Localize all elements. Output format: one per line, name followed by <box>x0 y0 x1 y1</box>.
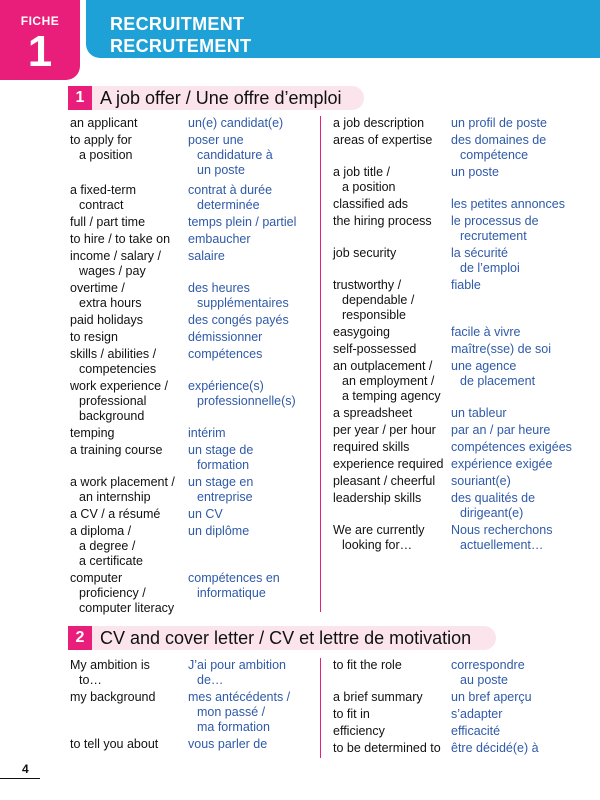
section-2-title: CV and cover letter / CV et lettre de motivation <box>100 628 472 648</box>
french-translation-line: un poste <box>197 163 245 177</box>
english-term-line: to hire / to take on <box>70 232 171 246</box>
english-term-line: to fit the role <box>333 658 402 672</box>
page-number: 4 <box>22 762 29 776</box>
vocab-entry <box>333 325 588 342</box>
french-translation <box>451 523 589 553</box>
english-term-line: dependable / <box>342 293 415 307</box>
english-term <box>70 313 188 328</box>
vocab-entry <box>70 313 325 330</box>
french-translation-line: expérience(s) <box>188 379 264 393</box>
french-translation-line: efficacité <box>451 724 501 738</box>
english-term-line: the hiring process <box>333 214 432 228</box>
french-translation <box>451 214 589 244</box>
section-2-left-column <box>70 658 325 754</box>
french-translation <box>188 281 326 311</box>
french-translation <box>451 406 589 421</box>
french-translation <box>451 440 589 455</box>
english-term-line: a degree / <box>79 539 136 553</box>
english-term-line: leadership skills <box>333 491 422 505</box>
french-translation-line: contrat à durée <box>188 183 273 197</box>
english-term-line: work experience / <box>70 379 168 393</box>
english-term <box>333 165 451 195</box>
english-term-line: a job title / <box>333 165 390 179</box>
french-translation-line: compétences exigées <box>451 440 572 454</box>
french-translation-line: un stage en <box>188 475 254 489</box>
vocab-entry <box>70 507 325 524</box>
french-translation <box>188 426 326 441</box>
english-term-line: my background <box>70 690 156 704</box>
vocab-entry <box>70 215 325 232</box>
english-term-line: per year / per hour <box>333 423 436 437</box>
vocab-entry <box>333 457 588 474</box>
french-translation-line: vous parler de <box>188 737 268 751</box>
french-translation-line: le processus de <box>451 214 539 228</box>
fiche-tab <box>0 0 80 80</box>
french-translation-line: fiable <box>451 278 481 292</box>
french-translation-line: professionnelle(s) <box>197 394 296 408</box>
french-translation-line: J’ai pour ambition <box>188 658 286 672</box>
vocab-entry <box>333 133 588 165</box>
english-term-line: a brief summary <box>333 690 423 704</box>
english-term <box>70 133 188 163</box>
vocab-entry <box>70 658 325 690</box>
vocab-entry <box>333 707 588 724</box>
vocab-entry <box>70 116 325 133</box>
english-term <box>333 197 451 212</box>
french-translation-line: informatique <box>197 586 266 600</box>
vocab-entry <box>333 116 588 133</box>
french-translation-line: un poste <box>451 165 499 179</box>
english-term-line: proficiency / <box>79 586 146 600</box>
english-term <box>70 116 188 131</box>
french-translation <box>188 347 326 362</box>
french-translation <box>451 474 589 489</box>
vocab-entry <box>333 491 588 523</box>
french-translation <box>188 507 326 522</box>
english-term-line: overtime / <box>70 281 125 295</box>
english-term <box>333 214 451 229</box>
english-term-line: an employment / <box>342 374 435 388</box>
column-divider <box>320 658 321 758</box>
french-translation-line: temps plein / partiel <box>188 215 297 229</box>
french-translation <box>451 325 589 340</box>
french-translation <box>451 423 589 438</box>
french-translation-line: un diplôme <box>188 524 250 538</box>
french-translation <box>451 359 589 389</box>
english-term-line: a fixed-term <box>70 183 136 197</box>
english-term <box>333 523 451 553</box>
french-translation-line: mon passé / <box>197 705 266 719</box>
french-translation-line: actuellement… <box>460 538 544 552</box>
french-translation-line: des congés payés <box>188 313 289 327</box>
french-translation-line: expérience exigée <box>451 457 553 471</box>
french-translation-line: être décidé(e) à <box>451 741 539 755</box>
vocab-entry <box>70 249 325 281</box>
english-term <box>333 690 451 705</box>
english-term-line: a CV / a résumé <box>70 507 161 521</box>
french-translation-line: facile à vivre <box>451 325 521 339</box>
english-term-line: to be determined to <box>333 741 441 755</box>
vocab-entry <box>333 278 588 325</box>
english-term-line: paid holidays <box>70 313 143 327</box>
english-term-line: classified ads <box>333 197 409 211</box>
english-term <box>333 741 451 756</box>
english-term-line: computer literacy <box>79 601 175 615</box>
english-term <box>70 658 188 688</box>
english-term-line: responsible <box>342 308 406 322</box>
french-translation-line: un tableur <box>451 406 507 420</box>
vocab-entry <box>333 423 588 440</box>
french-translation-line: intérim <box>188 426 226 440</box>
english-term <box>70 524 188 569</box>
english-term-line: temping <box>70 426 115 440</box>
section-1-title: A job offer / Une offre d’emploi <box>100 88 342 108</box>
english-term-line: pleasant / cheerful <box>333 474 436 488</box>
french-translation <box>188 133 326 178</box>
french-translation <box>188 116 326 131</box>
vocab-entry <box>333 658 588 690</box>
french-translation-line: dirigeant(e) <box>460 506 524 520</box>
vocab-entry <box>70 379 325 426</box>
french-translation <box>188 379 326 409</box>
french-translation-line: des domaines de <box>451 133 547 147</box>
vocab-entry <box>333 724 588 741</box>
english-term <box>333 658 451 673</box>
english-term-line: a spreadsheet <box>333 406 413 420</box>
english-term-line: to tell you about <box>70 737 159 751</box>
french-translation <box>188 249 326 264</box>
english-term-line: a temping agency <box>342 389 441 403</box>
french-translation <box>451 278 589 293</box>
english-term <box>70 475 188 505</box>
section-2-number: 2 <box>68 626 92 650</box>
english-term <box>333 325 451 340</box>
english-term <box>333 359 451 404</box>
english-term-line: easygoing <box>333 325 390 339</box>
section-1-heading <box>68 86 364 110</box>
page-number-rule <box>0 778 40 779</box>
english-term-line: contract <box>79 198 124 212</box>
french-translation <box>451 707 589 722</box>
english-term-line: areas of expertise <box>333 133 433 147</box>
section-1-number: 1 <box>68 86 92 110</box>
english-term <box>70 249 188 279</box>
french-translation <box>451 197 589 212</box>
vocab-entry <box>70 524 325 571</box>
vocab-entry <box>70 571 325 618</box>
english-term <box>70 183 188 213</box>
column-divider <box>320 116 321 612</box>
english-term-line: to resign <box>70 330 118 344</box>
english-term-line: job security <box>333 246 397 260</box>
english-term-line: to… <box>79 673 102 687</box>
fiche-number: 1 <box>27 27 53 76</box>
french-translation-line: un(e) candidat(e) <box>188 116 284 130</box>
french-translation-line: formation <box>197 458 250 472</box>
vocab-entry <box>333 523 588 555</box>
vocab-entry <box>333 165 588 197</box>
english-term <box>70 232 188 247</box>
english-term-line: experience required <box>333 457 444 471</box>
french-translation-line: de placement <box>460 374 536 388</box>
english-term-line: an applicant <box>70 116 138 130</box>
french-translation <box>451 658 589 688</box>
vocab-entry <box>70 330 325 347</box>
english-term <box>333 246 451 261</box>
french-translation <box>451 491 589 521</box>
vocab-entry <box>333 741 588 758</box>
french-translation <box>188 313 326 328</box>
french-translation <box>188 475 326 505</box>
english-term <box>333 440 451 455</box>
french-translation-line: par an / par heure <box>451 423 551 437</box>
french-translation-line: la sécurité <box>451 246 508 260</box>
english-term-line: looking for… <box>342 538 413 552</box>
english-term-line: competencies <box>79 362 157 376</box>
english-term <box>70 426 188 441</box>
french-translation <box>451 133 589 163</box>
french-translation-line: embaucher <box>188 232 251 246</box>
english-term-line: My ambition is <box>70 658 150 672</box>
english-term-line: skills / abilities / <box>70 347 157 361</box>
english-term-line: an internship <box>79 490 151 504</box>
vocab-entry <box>333 406 588 423</box>
french-translation-line: des heures <box>188 281 250 295</box>
french-translation-line: un CV <box>188 507 223 521</box>
french-translation-line: compétence <box>460 148 529 162</box>
english-term-line: full / part time <box>70 215 146 229</box>
french-translation-line: ma formation <box>197 720 270 734</box>
page-title-en: RECRUITMENT <box>110 14 245 34</box>
vocab-entry <box>70 347 325 379</box>
french-translation-line: des qualités de <box>451 491 536 505</box>
french-translation-line: Nous recherchons <box>451 523 553 537</box>
french-translation <box>188 183 326 213</box>
french-translation <box>188 443 326 473</box>
section-2-heading <box>68 626 496 650</box>
section-2-right-column <box>333 658 588 758</box>
header-banner <box>86 0 600 58</box>
vocab-entry <box>333 197 588 214</box>
english-term-line: efficiency <box>333 724 385 738</box>
french-translation-line: compétences en <box>188 571 280 585</box>
english-term-line: trustworthy / <box>333 278 402 292</box>
french-translation <box>188 524 326 539</box>
english-term <box>70 215 188 230</box>
french-translation-line: un profil de poste <box>451 116 547 130</box>
english-term-line: a job description <box>333 116 425 130</box>
english-term-line: a position <box>342 180 396 194</box>
english-term-line: wages / pay <box>79 264 146 278</box>
french-translation <box>451 116 589 131</box>
english-term <box>333 116 451 131</box>
french-translation-line: determinée <box>197 198 260 212</box>
french-translation-line: entreprise <box>197 490 253 504</box>
english-term <box>333 278 451 323</box>
french-translation <box>188 571 326 601</box>
french-translation <box>188 232 326 247</box>
english-term <box>333 133 451 148</box>
english-term <box>70 281 188 311</box>
french-translation <box>451 165 589 180</box>
french-translation-line: les petites annonces <box>451 197 565 211</box>
english-term <box>70 443 188 458</box>
vocab-entry <box>70 443 325 475</box>
english-term-line: self-possessed <box>333 342 417 356</box>
french-translation-line: de… <box>197 673 224 687</box>
english-term-line: a position <box>79 148 133 162</box>
vocab-entry <box>70 281 325 313</box>
section-1-right-column <box>333 116 588 555</box>
french-translation-line: compétences <box>188 347 263 361</box>
english-term-line: background <box>79 409 145 423</box>
english-term-line: extra hours <box>79 296 142 310</box>
english-term <box>333 707 451 722</box>
english-term <box>70 571 188 616</box>
english-term-line: to apply for <box>70 133 132 147</box>
french-translation <box>188 215 326 230</box>
english-term-line: a certificate <box>79 554 143 568</box>
vocab-entry <box>333 359 588 406</box>
english-term-line: a training course <box>70 443 163 457</box>
vocab-entry <box>333 246 588 278</box>
french-translation-line: candidature à <box>197 148 273 162</box>
english-term <box>333 474 451 489</box>
english-term <box>333 342 451 357</box>
english-term-line: required skills <box>333 440 410 454</box>
french-translation-line: recrutement <box>460 229 527 243</box>
french-translation-line: supplémentaires <box>197 296 289 310</box>
english-term <box>70 347 188 377</box>
english-term-line: computer <box>70 571 123 585</box>
english-term <box>70 507 188 522</box>
french-translation-line: salaire <box>188 249 225 263</box>
vocab-entry <box>70 133 325 183</box>
vocab-entry <box>333 474 588 491</box>
fiche-label: FICHE <box>20 14 60 28</box>
french-translation-line: mes antécédents / <box>188 690 291 704</box>
vocab-entry <box>70 690 325 737</box>
french-translation-line: maître(sse) de soi <box>451 342 552 356</box>
french-translation <box>188 330 326 345</box>
english-term <box>70 690 188 705</box>
vocab-entry <box>333 342 588 359</box>
french-translation-line: un bref aperçu <box>451 690 532 704</box>
english-term-line: a work placement / <box>70 475 175 489</box>
english-term <box>333 491 451 506</box>
page-title-fr: RECRUTEMENT <box>110 36 252 56</box>
english-term-line: a diploma / <box>70 524 132 538</box>
english-term-line: to fit in <box>333 707 370 721</box>
english-term <box>333 724 451 739</box>
french-translation-line: s’adapter <box>451 707 503 721</box>
english-term <box>70 379 188 424</box>
french-translation <box>451 690 589 705</box>
french-translation <box>451 246 589 276</box>
french-translation-line: une agence <box>451 359 517 373</box>
french-translation-line: un stage de <box>188 443 254 457</box>
vocab-entry <box>333 690 588 707</box>
english-term <box>333 423 451 438</box>
english-term <box>70 330 188 345</box>
french-translation-line: au poste <box>460 673 508 687</box>
french-translation-line: poser une <box>188 133 244 147</box>
vocab-entry <box>333 440 588 457</box>
section-1-left-column <box>70 116 325 618</box>
english-term-line: We are currently <box>333 523 425 537</box>
english-term <box>333 457 451 472</box>
french-translation <box>188 658 326 688</box>
vocab-entry <box>70 232 325 249</box>
french-translation <box>451 724 589 739</box>
french-translation <box>188 690 326 735</box>
french-translation-line: souriant(e) <box>451 474 511 488</box>
french-translation <box>451 342 589 357</box>
french-translation-line: démissionner <box>188 330 263 344</box>
english-term-line: professional <box>79 394 147 408</box>
vocab-entry <box>70 426 325 443</box>
vocab-entry <box>70 475 325 507</box>
french-translation <box>188 737 326 752</box>
french-translation-line: correspondre <box>451 658 525 672</box>
french-translation-line: de l’emploi <box>460 261 520 275</box>
english-term-line: an outplacement / <box>333 359 433 373</box>
vocab-entry <box>70 183 325 215</box>
vocab-entry <box>333 214 588 246</box>
french-translation <box>451 741 589 756</box>
vocab-entry <box>70 737 325 754</box>
english-term-line: income / salary / <box>70 249 162 263</box>
english-term <box>333 406 451 421</box>
french-translation <box>451 457 589 472</box>
english-term <box>70 737 188 752</box>
